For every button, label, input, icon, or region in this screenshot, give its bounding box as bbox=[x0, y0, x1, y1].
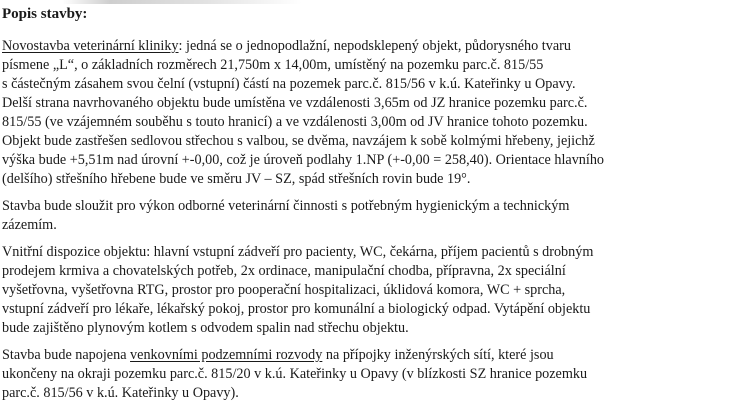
p4-line-1-rest: na přípojky inženýrských sítí, které jsou bbox=[322, 347, 554, 363]
building-title-underlined: Novostavba veterinární kliniky bbox=[2, 38, 179, 54]
utilities-underlined: venkovními podzemními rozvody bbox=[130, 347, 323, 363]
p3-line-3: vyšetřovna, vyšetřovna RTG, prostor pro pooperační hospitalizaci, úklidová komora, WC + sprcha, bbox=[2, 282, 566, 298]
p1-line-2: písmene „L“, o základních rozměrech 21,750m x 14,00m, umístěný na pozemku parc.č. 815/55 bbox=[2, 57, 544, 73]
p3-line-1: Vnitřní dispozice objektu: hlavní vstupní zádveří pro pacienty, WC, čekárna, příjem pacientů s drobným bbox=[2, 244, 594, 260]
p1-line-5: 815/55 (ve vzájemném souběhu s touto hranicí) a ve vzdálenosti 3,00m od JV hranice tohoto pozemku. bbox=[2, 114, 588, 130]
p4-line-2: ukončeny na okraji pozemku parc.č. 815/20 v k.ú. Kateřinky u Opavy (v blízkosti SZ hranice pozemku bbox=[2, 366, 588, 382]
p4-line-3: parc.č. 815/56 v k.ú. Kateřinky u Opavy). bbox=[2, 385, 239, 401]
p4-line-1-start: Stavba bude napojena bbox=[2, 347, 131, 363]
p3-line-2: prodejem krmiva a chovatelských potřeb, 2x ordinace, manipulační chodba, přípravna, 2x speciální bbox=[2, 263, 566, 279]
p2-line-1: Stavba bude sloužit pro výkon odborné veterinární činnosti s potřebným hygienickým a technickým bbox=[2, 198, 570, 214]
p1-line-3: s částečným zásahem svou čelní (vstupní) částí na pozemek parc.č. 815/56 v k.ú. Kateřinky u Opavy. bbox=[2, 76, 576, 92]
p4-line-1 bbox=[2, 346, 554, 365]
p1-line-1 bbox=[2, 37, 571, 56]
p1-line-7: výška bude +5,51m nad úrovní +-0,00, což je úroveň podlahy 1.NP (+-0,00 = 258,40). Orientace hlavního bbox=[2, 152, 605, 168]
p1-line-4: Delší strana navrhovaného objektu bude umístěna ve vzdálenosti 3,65m od JZ hranice pozemku parc.č. bbox=[2, 95, 588, 111]
document-page bbox=[2, 0, 730, 410]
p3-line-4: vstupní zádveří pro lékaře, lékařský pokoj, prostor pro komunální a biologický odpad. Vytápění objektu bbox=[2, 301, 591, 317]
p1-line-6: Objekt bude zastřešen sedlovou střechou s valbou, se dvěma, navzájem k sobě kolmými hřebeny, jejichž bbox=[2, 133, 595, 149]
p1-line-1-rest: : jedná se o jednopodlažní, nepodsklepený objekt, půdorysného tvaru bbox=[178, 38, 571, 54]
p3-line-5: bude zajištěno plynovým kotlem s odvodem spalin nad střechu objektu. bbox=[2, 320, 409, 336]
scan-artifact bbox=[62, 0, 302, 4]
section-heading: Popis stavby: bbox=[2, 6, 88, 22]
p1-line-8: (delšího) střešního hřebene bude ve směru JV – SZ, spád střešních rovin bude 19°. bbox=[2, 171, 471, 187]
p2-line-2: zázemím. bbox=[2, 217, 57, 233]
